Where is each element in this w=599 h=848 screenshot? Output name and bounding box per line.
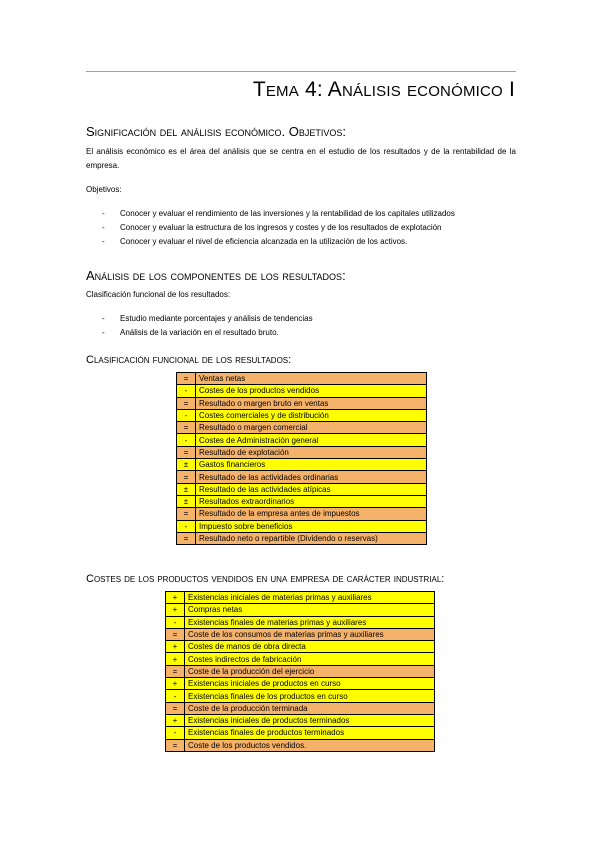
- table-row: [166, 678, 435, 690]
- table-row: [166, 665, 435, 677]
- row-label: Resultados extraordinarios: [196, 495, 427, 507]
- row-sign: -: [166, 616, 185, 628]
- row-label: Resultado neto o repartible (Dividendo o reservas): [196, 532, 427, 544]
- row-sign: =: [177, 397, 196, 409]
- table-row: [166, 628, 435, 640]
- table-row: [177, 471, 427, 483]
- row-label: Costes indirectos de fabricación: [185, 653, 435, 665]
- row-label: Resultado o margen bruto en ventas: [196, 397, 427, 409]
- table-row: [166, 616, 435, 628]
- row-label: Resultado de las actividades atípicas: [196, 483, 427, 495]
- section2-intro: Clasificación funcional de los resultados:: [86, 290, 231, 299]
- list-item: - Estudio mediante porcentajes y análisis de tendencias: [102, 314, 313, 323]
- row-label: Coste de los consumos de materias primas y auxiliares: [185, 628, 435, 640]
- table-row: [177, 434, 427, 446]
- row-sign: +: [166, 678, 185, 690]
- row-sign: =: [177, 422, 196, 434]
- table-row: [177, 373, 427, 385]
- row-sign: +: [166, 641, 185, 653]
- row-sign: ±: [177, 459, 196, 471]
- list-item: - Conocer y evaluar la estructura de los ingresos y costes y de los resultados de explotación: [102, 223, 442, 232]
- list-item: - Análisis de la variación en el resultado bruto.: [102, 328, 279, 337]
- row-sign: +: [166, 592, 185, 604]
- row-label: Existencias iniciales de productos en curso: [185, 678, 435, 690]
- table-row: [166, 702, 435, 714]
- section1-paragraph: El análisis económico es el área del análisis que se centra en el estudio de los resultados y de la rentabilidad de la empresa.: [86, 147, 516, 170]
- title-rule: [86, 71, 516, 72]
- table-row: [166, 641, 435, 653]
- table-row: [166, 714, 435, 726]
- row-label: Resultado o margen comercial: [196, 422, 427, 434]
- row-label: Costes de manos de obra directa: [185, 641, 435, 653]
- row-sign: +: [166, 604, 185, 616]
- table-row: [166, 690, 435, 702]
- table-row: [166, 727, 435, 739]
- row-sign: =: [166, 628, 185, 640]
- row-sign: =: [177, 373, 196, 385]
- row-sign: =: [177, 532, 196, 544]
- row-sign: -: [177, 520, 196, 532]
- analysis-list: [102, 312, 313, 340]
- row-label: Coste de la producción terminada: [185, 702, 435, 714]
- objectives-label: Objetivos:: [86, 185, 122, 194]
- table-row: [166, 604, 435, 616]
- row-label: Coste de la producción del ejercicio: [185, 665, 435, 677]
- row-sign: -: [177, 409, 196, 421]
- row-sign: =: [166, 702, 185, 714]
- table-row: [177, 532, 427, 544]
- objectives-list: [102, 207, 455, 249]
- list-item: - Conocer y evaluar el rendimiento de las inversiones y la rentabilidad de los capitales utilizados: [102, 209, 455, 218]
- table-row: [177, 520, 427, 532]
- page-title: Tema 4: Análisis económico I: [252, 78, 515, 101]
- row-label: Existencias iniciales de materias primas y auxiliares: [185, 592, 435, 604]
- table-row: [177, 495, 427, 507]
- row-label: Existencias finales de productos terminados: [185, 727, 435, 739]
- row-sign: ±: [177, 495, 196, 507]
- list-item: - Conocer y evaluar el nivel de eficiencia alcanzada en la utilización de los activos.: [102, 237, 408, 246]
- section2-heading: Análisis de los componentes de los resultados:: [86, 268, 346, 283]
- row-sign: =: [177, 508, 196, 520]
- row-label: Impuesto sobre beneficios: [196, 520, 427, 532]
- row-label: Costes comerciales y de distribución: [196, 409, 427, 421]
- table-row: [177, 409, 427, 421]
- row-label: Coste de los productos vendidos.: [185, 739, 435, 751]
- row-sign: -: [166, 690, 185, 702]
- industrial-costs-table: [165, 591, 435, 752]
- row-sign: ±: [177, 483, 196, 495]
- table2-heading: Costes de los productos vendidos en una empresa de carácter industrial:: [86, 573, 445, 585]
- row-sign: -: [177, 434, 196, 446]
- row-sign: +: [166, 653, 185, 665]
- table-row: [177, 483, 427, 495]
- row-label: Resultado de la empresa antes de impuestos: [196, 508, 427, 520]
- row-sign: =: [166, 665, 185, 677]
- row-label: Compras netas: [185, 604, 435, 616]
- table-row: [177, 397, 427, 409]
- table1-heading: Clasificación funcional de los resultados:: [86, 354, 292, 366]
- row-sign: =: [177, 471, 196, 483]
- row-label: Costes de Administración general: [196, 434, 427, 446]
- table-row: [177, 446, 427, 458]
- row-label: Existencias finales de los productos en curso: [185, 690, 435, 702]
- table-row: [177, 459, 427, 471]
- table-row: [177, 508, 427, 520]
- row-label: Resultado de explotación: [196, 446, 427, 458]
- row-sign: +: [166, 714, 185, 726]
- row-label: Ventas netas: [196, 373, 427, 385]
- results-classification-table: [176, 372, 427, 545]
- table-row: [166, 592, 435, 604]
- table-row: [177, 422, 427, 434]
- row-sign: -: [177, 385, 196, 397]
- row-label: Gastos financieros: [196, 459, 427, 471]
- row-sign: -: [166, 727, 185, 739]
- row-label: Existencias finales de materias primas y auxiliares: [185, 616, 435, 628]
- table-row: [177, 385, 427, 397]
- row-label: Costes de los productos vendidos: [196, 385, 427, 397]
- row-sign: =: [177, 446, 196, 458]
- row-label: Existencias iniciales de productos terminados: [185, 714, 435, 726]
- row-label: Resultado de las actividades ordinarias: [196, 471, 427, 483]
- table-row: [166, 653, 435, 665]
- table-row: [166, 739, 435, 751]
- section1-heading: Significación del análisis económico. Objetivos:: [86, 124, 346, 139]
- row-sign: =: [166, 739, 185, 751]
